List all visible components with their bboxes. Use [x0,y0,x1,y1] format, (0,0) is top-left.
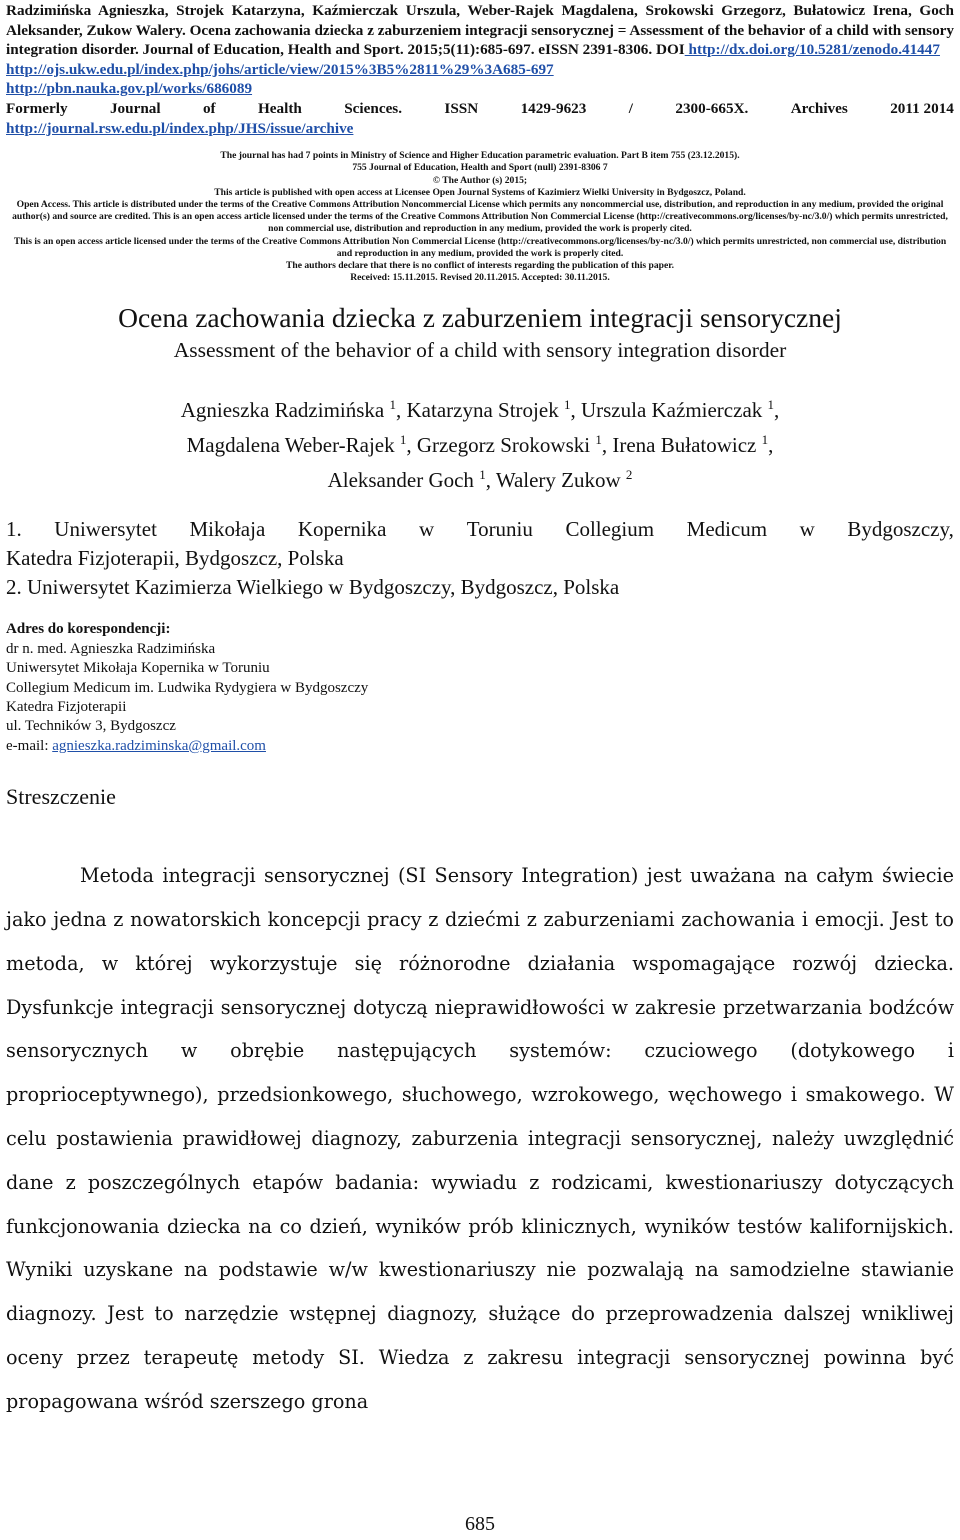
abstract-text [6,854,954,1423]
author-name: Irena Bułatowicz [612,433,762,458]
issn-note: 755 Journal of Education, Health and Sport (null) 2391-8306 7 [352,162,608,174]
author-affiliation-mark: 1 [563,397,571,413]
affiliation-2: 2. Uniwersytet Kazimierza Wielkiego w Bydgoszczy, Bydgoszcz, Polska [6,575,620,600]
affiliation-word: Bydgoszczy, [847,517,954,542]
author-affiliation-mark: 1 [479,467,486,483]
page-number: 685 [465,1513,495,1535]
affiliation-word: Medicum [686,517,768,542]
author-list: Agnieszka Radzimińska $^1$, Katarzyna Strojek $^1$, Urszula Kaźmierczak $^1$, Magdalena Weber-Rajek $^1$, Grzegorz Srokowski $^1$, Irena Bułatowicz $^1$, Aleksander Goch $^1$, Walery Zukow $^2$ [180,397,780,493]
author-affiliation-mark: 1 [399,432,407,448]
affiliation-word: Collegium [565,517,655,542]
published-note: This article is published with open access at Licensee Open Journal Systems of Kazimierz Wielki University in Bydgoszcz, Poland. [214,186,746,198]
email-line [6,737,954,756]
author-affiliation-mark: 1 [761,432,769,448]
corr-line: Uniwersytet Mikołaja Kopernika w Toruniu [6,660,270,677]
open-access-note-2: This is an open access article licensed under the terms of the Creative Commons Attribution Non Commercial License (http://creativecommons.org/licenses/by-nc/3.0/) which permits unrestricted, non commercial use, distribution and reproduction in any medium, provided the work is properly cited. [13,235,947,259]
points-note: The journal has had 7 points in Ministry of Science and Higher Education parametric evaluation. Part B item 755 (23.12.2015). [220,150,740,162]
formerly-word: of [202,99,216,117]
author-name: Aleksander Goch [327,468,480,493]
formerly-word: Sciences. [344,99,403,117]
affiliation-1 [6,515,954,544]
conflict-note: The authors declare that there is no conflict of interests regarding the publication of this paper. [285,259,674,271]
pbn-link[interactable]: http://pbn.nauka.gov.pl/works/686089 [6,80,253,98]
formerly-word: 2011 2014 [890,99,954,117]
dates-note: Received: 15.11.2015. Revised 20.11.2015. Accepted: 30.11.2015. [350,272,610,284]
abstract-body: Metoda integracji sensorycznej (SI Sensory Integration) jest uważana na całym świecie jako jedna z nowatorskich koncepcji pracy z dziećmi z zaburzeniami zachowania i emocji. Jest to metoda, w której wykorzystuje się różnorodne działania wspomagające rozwój dziecka. Dysfunkcje integracji sensorycznej dotyczą nieprawidłowości w zakresie przetwarzania bodźców sensorycznych w obrębie następujących systemów: czuciowego (dotykowego i proprioceptywnego), przedsionkowego, słuchowego, wzrokowego, węchowego i smakowego. W celu postawienia prawidłowej diagnozy, zaburzenia integracji sensorycznej, należy uwzględnić dane z poszczególnych etapów badania: wywiadu z rodzicami, kwestionariuszy dotyczących funkcjonowania dziecka na co dzień, wyników prób klinicznych, wyników testów kalifornijskich. Wyniki uzyskane na podstawie w/w kwestionariuszy nie pozwalają na samodzielne stawianie diagnozy. Jest to narzędzie wstępnej diagnozy, służące do przeprowadzenia dalszej wnikliwej oceny przez terapeutę metody SI. Wiedza z zakresu integracji sensorycznej powinna być propagowana wśród szerszego grona [6,864,954,1413]
author-name: Urszula Kaźmierczak [580,398,768,423]
email-label: e-mail: [6,737,53,754]
author-affiliation-mark: 2 [625,467,633,483]
open-access-note: Open Access. This article is distributed under the terms of the Creative Commons Attribution Noncommercial License which permits any noncommercial use, distribution, and reproduction in any medium, provided the original author(s) and source are credited. This is an open access article licensed under the terms of the Creative Commons Attribution Non Commercial License (http://creativecommons.org/licenses/by-nc/3.0/) which permits unrestricted, non commercial use, distribution and reproduction in any medium, provided the work is properly cited. [12,198,948,235]
title-english: Assessment of the behavior of a child with sensory integration disorder [173,338,787,363]
doi-link[interactable]: http://dx.doi.org/10.5281/zenodo.41447 [684,41,940,59]
correspondence-label: Adres do korespondencji: [6,621,171,638]
formerly-word: 1429-9623 [520,99,587,117]
ojs-link[interactable]: http://ojs.ukw.edu.pl/index.php/johs/article/view/2015%3B5%2811%29%3A685-697 [6,60,554,78]
email-link[interactable]: agnieszka.radziminska@gmail.com [52,737,266,754]
article-page [6,0,954,1424]
affiliation-word: Mikołaja [189,517,266,542]
archive-link[interactable]: http://journal.rsw.edu.pl/index.php/JHS/issue/archive [6,119,354,137]
affiliation-word: Kopernika [297,517,387,542]
author-name: Walery Zukow [495,468,626,493]
author-affiliation-mark: 1 [767,397,775,413]
corr-line: ul. Techników 3, Bydgoszcz [6,718,176,735]
formerly-word: Archives [790,99,848,117]
affiliation-word: Uniwersytet [54,517,157,542]
correspondence [6,620,954,756]
archive-line [6,119,954,139]
section-heading: Streszczenie [6,784,116,810]
affiliation-word: Toruniu [466,517,533,542]
affiliation-word: 1. [6,517,22,542]
corr-line: dr n. med. Agnieszka Radzimińska [6,640,216,657]
fineprint-block [6,150,954,284]
affiliation-word: w [419,517,435,542]
formerly-word: Health [257,99,302,117]
affiliations [6,515,954,602]
corr-line: Katedra Fizjoterapii [6,699,127,716]
formerly-word: Journal [109,99,161,117]
citation-text: Radzimińska Agnieszka, Strojek Katarzyna, Kaźmierczak Urszula, Weber-Rajek Magdalena, Srokowski Grzegorz, Bułatowicz Irena, Goch Aleksander, Zukow Walery. Ocena zachowania dziecka z zaburzeniem integracji sensorycznej = Assessment of the behavior of a child with sensory integration disorder. Journal of Education, Health and Sport. 2015;5(11):685-697. eISSN 2391-8306. DOI [6,2,954,59]
corr-line: Collegium Medicum im. Ludwika Rydygiera w Bydgoszczy [6,679,369,696]
affiliation-word: w [799,517,815,542]
formerly-word: / [628,99,633,117]
author-name: Magdalena Weber-Rajek [186,433,400,458]
author-name: Katarzyna Strojek [406,398,564,423]
citation-block [6,1,954,99]
affiliation-1-cont: Katedra Fizjoterapii, Bydgoszcz, Polska [6,546,344,571]
formerly-word: 2300-665X. [675,99,749,117]
formerly-word: Formerly [6,99,68,117]
author-name: Agnieszka Radzimińska [180,398,390,423]
author-name: Grzegorz Srokowski [416,433,596,458]
formerly-line [6,99,954,119]
formerly-word: ISSN [444,99,479,117]
copyright-note: © The Author (s) 2015; [432,174,528,186]
author-affiliation-mark: 1 [595,432,602,448]
author-affiliation-mark: 1 [389,397,396,413]
title-polish: Ocena zachowania dziecka z zaburzeniem integracji sensorycznej [118,302,842,334]
